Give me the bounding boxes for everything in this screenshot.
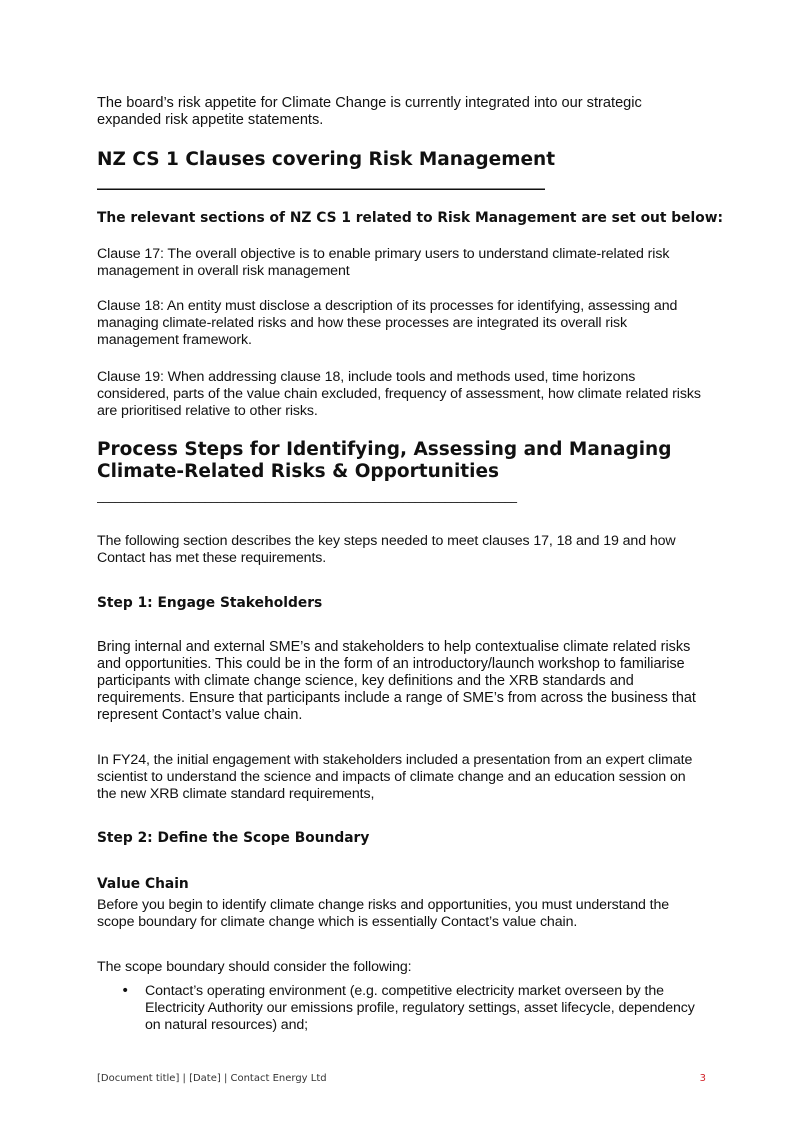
process-intro-paragraph: The following section describes the key steps needed to meet clauses 17, 18 and 19 and how Contact has met these requirements. [97,533,676,566]
list-item: • Contact’s operating environment (e.g. competitive electricity market overseen by the Electricity Authority our emissions profile, regulatory settings, asset lifecycle, dependency on natural resources) and; [121,983,695,1033]
risk-appetite-paragraph: The board’s risk appetite for Climate Change is currently integrated into our strategic expanded risk appetite statements. [97,95,642,128]
section-divider: ______________________________________________________________________ [97,489,517,503]
step-1-heading: Step 1: Engage Stakeholders [97,595,323,611]
step-1-fy24-paragraph: In FY24, the initial engagement with stakeholders included a presentation from an expert climate scientist to understand the science and impacts of climate change and an education session on the new XRB climate standard requirements, [97,752,693,802]
section-divider: ________________________________________________________ [97,172,545,190]
section-heading-risk-management: NZ CS 1 Clauses covering Risk Management [97,149,556,170]
step-2-heading: Step 2: Define the Scope Boundary [97,830,370,846]
relevant-sections-subheading: The relevant sections of NZ CS 1 related to Risk Management are set out below: [97,210,723,226]
scope-intro-paragraph: The scope boundary should consider the following: [97,959,412,975]
bullet-icon: • [121,983,130,999]
clause-18-paragraph: Clause 18: An entity must disclose a description of its processes for identifying, assessing and managing climate-related risks and how these processes are integrated its overall risk management framework. [97,298,678,348]
value-chain-heading: Value Chain [97,876,189,892]
section-heading-process-steps: Process Steps for Identifying, Assessing and Managing Climate-Related Risks & Opportunities [97,439,672,482]
value-chain-paragraph: Before you begin to identify climate change risks and opportunities, you must understand the scope boundary for climate change which is essentially Contact’s value chain. [97,897,670,930]
scope-boundary-list [97,983,707,1034]
clause-17-paragraph: Clause 17: The overall objective is to enable primary users to understand climate-related risk management in overall risk management [97,246,670,279]
footer-document-info: [Document title] | [Date] | Contact Energy Ltd [97,1073,327,1084]
step-1-paragraph: Bring internal and external SME’s and stakeholders to help contextualise climate related risks and opportunities. This could be in the form of an introductory/launch workshop to familiarise participants with climate change science, key definitions and the XRB standards and requirements. Ensure that participants include a range of SME’s from across the business that represent Contact’s value chain. [97,639,696,723]
page-number: 3 [699,1073,706,1084]
clause-19-paragraph: Clause 19: When addressing clause 18, include tools and methods used, time horizons considered, parts of the value chain excluded, frequency of assessment, how climate related risks are prioritised relative to other risks. [97,369,701,419]
